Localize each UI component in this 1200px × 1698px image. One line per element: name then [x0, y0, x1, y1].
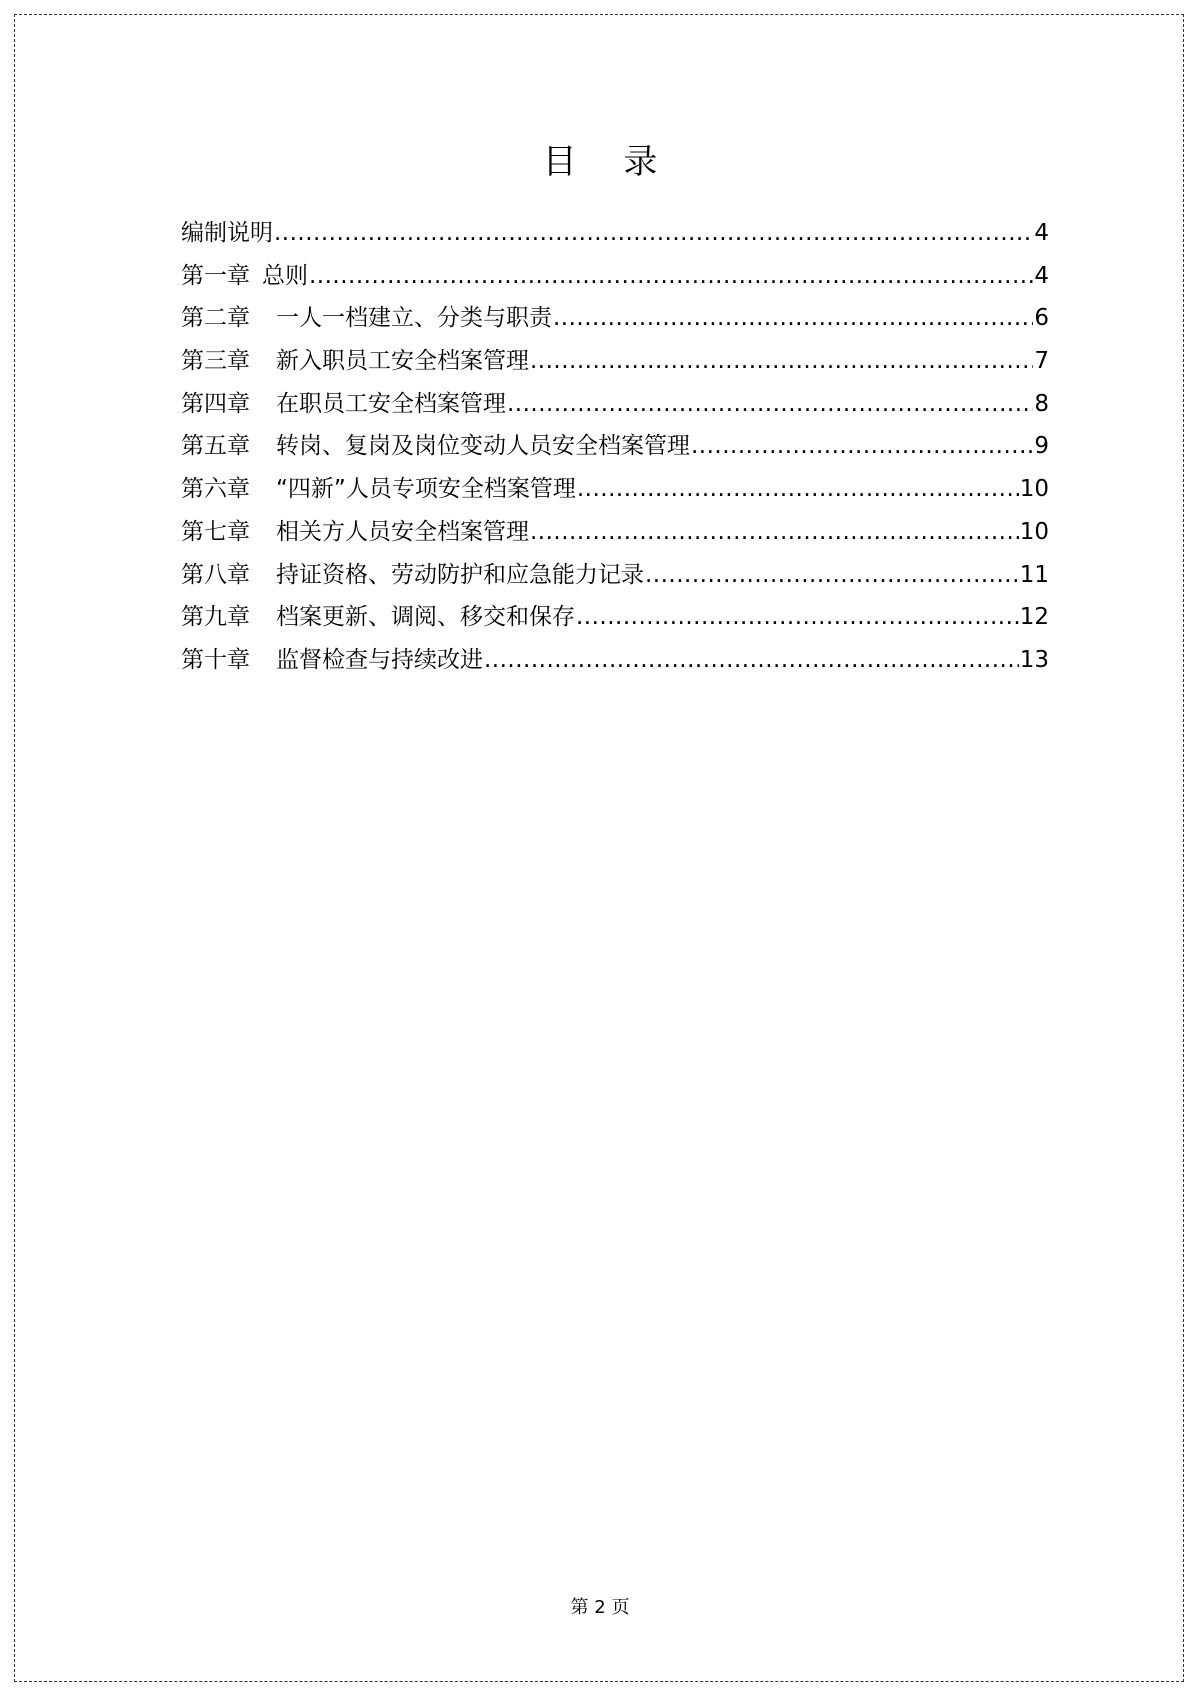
toc-dot-leader [274, 212, 1033, 255]
toc-dot-leader [576, 596, 1019, 639]
toc-entry-title: 相关方人员安全档案管理 [276, 518, 529, 545]
toc-chapter-number: 第六章 [181, 476, 250, 503]
toc-chapter-number: 第五章 [181, 433, 250, 460]
toc-chapter-number: 第四章 [181, 390, 250, 417]
toc-entry-title: 档案更新、调阅、移交和保存 [276, 604, 575, 631]
toc-entry-title: 监督检查与持续改进 [276, 646, 483, 673]
toc-page-number: 8 [1034, 390, 1049, 417]
toc-page-number: 4 [1034, 262, 1049, 289]
toc-page-number: 10 [1019, 518, 1049, 545]
toc-page-number: 13 [1019, 646, 1049, 673]
toc-entry[interactable] [181, 596, 1049, 639]
toc-entry[interactable] [181, 639, 1049, 682]
toc-chapter-number: 第七章 [181, 518, 250, 545]
toc-dot-leader [507, 383, 1033, 426]
toc-page-number: 10 [1019, 476, 1049, 503]
toc-page-number: 12 [1019, 604, 1049, 631]
toc-dot-leader [691, 425, 1033, 468]
toc-entry-title: “四新”人员专项安全档案管理 [276, 476, 576, 503]
toc-entry[interactable] [181, 468, 1049, 511]
toc-dot-leader [530, 511, 1019, 554]
toc-dot-leader [484, 639, 1019, 682]
toc-entry[interactable] [181, 425, 1049, 468]
toc-dot-leader [530, 340, 1033, 383]
toc-page-number: 11 [1019, 561, 1049, 588]
toc-chapter-number: 第一章 [181, 262, 250, 289]
toc-entry-title: 转岗、复岗及岗位变动人员安全档案管理 [276, 433, 690, 460]
toc-dot-leader [645, 554, 1019, 597]
toc-page-number: 9 [1034, 433, 1049, 460]
toc-entry-title: 总则 [262, 262, 308, 289]
toc-dot-leader [577, 468, 1019, 511]
table-of-contents [181, 212, 1049, 682]
toc-entry[interactable] [181, 297, 1049, 340]
toc-page-number: 4 [1034, 220, 1049, 246]
toc-dot-leader [309, 255, 1033, 298]
toc-chapter-number: 第十章 [181, 646, 250, 673]
toc-chapter-number: 第九章 [181, 604, 250, 631]
toc-chapter-number: 第三章 [181, 348, 250, 375]
toc-chapter-number: 第二章 [181, 305, 250, 332]
toc-entry-title: 持证资格、劳动防护和应急能力记录 [276, 561, 644, 588]
toc-entry[interactable] [181, 255, 1049, 298]
toc-title: 目 录 [542, 142, 676, 182]
toc-entry[interactable] [181, 554, 1049, 597]
page-number-footer: 第 2 页 [570, 1597, 630, 1618]
toc-entry[interactable] [181, 212, 1049, 255]
toc-dot-leader [553, 297, 1033, 340]
toc-page-number: 6 [1034, 305, 1049, 332]
toc-entry-title: 编制说明 [181, 220, 273, 246]
toc-page-number: 7 [1034, 348, 1049, 375]
toc-entry-title: 在职员工安全档案管理 [276, 390, 506, 417]
toc-entry[interactable] [181, 511, 1049, 554]
toc-entry-title: 新入职员工安全档案管理 [276, 348, 529, 375]
toc-entry[interactable] [181, 383, 1049, 426]
toc-entry-title: 一人一档建立、分类与职责 [276, 305, 552, 332]
toc-entry[interactable] [181, 340, 1049, 383]
toc-chapter-number: 第八章 [181, 561, 250, 588]
